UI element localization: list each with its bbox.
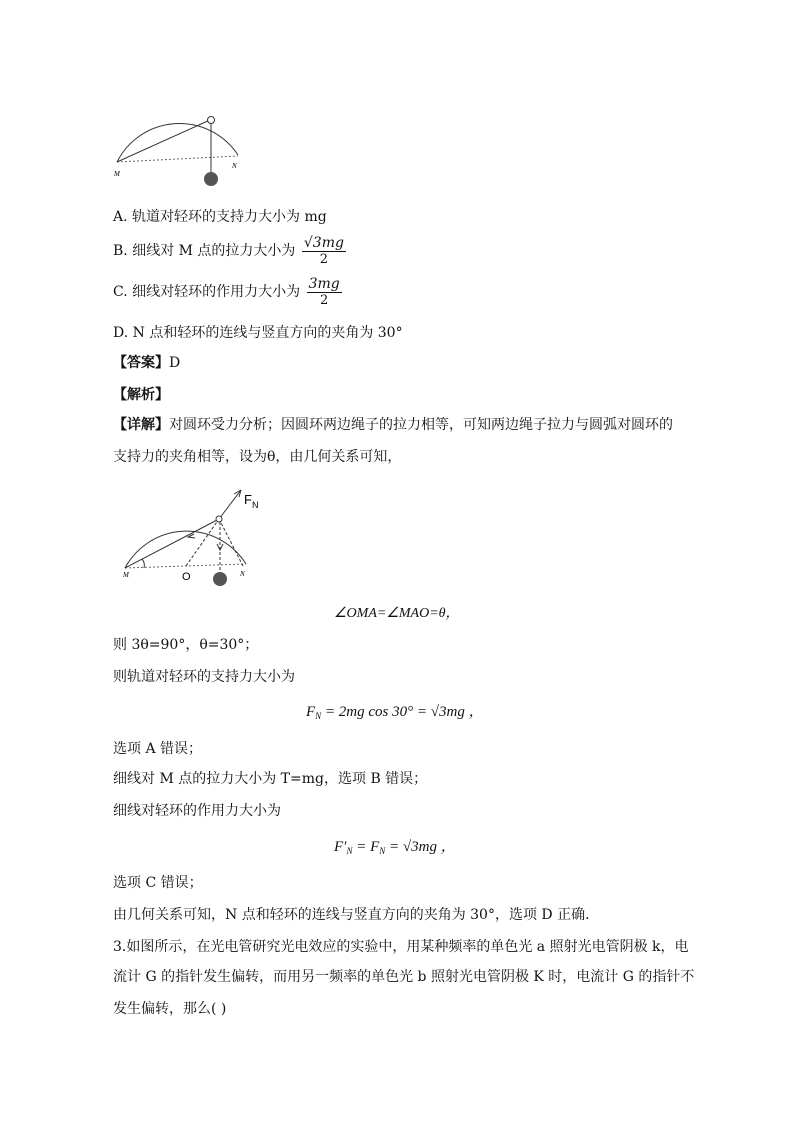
label-o: O xyxy=(182,571,191,583)
option-a-wrong: 选项 A 错误； xyxy=(113,741,203,757)
light-ring xyxy=(208,117,215,124)
label-n-2: N xyxy=(240,570,245,578)
arc-track xyxy=(117,123,238,162)
option-b-fraction xyxy=(302,235,346,267)
answer-line xyxy=(113,352,180,372)
label-fn: $F_N$ xyxy=(244,492,259,510)
question-3-line-3: 发生偏转，那么( ) xyxy=(113,1001,227,1017)
option-c-fraction xyxy=(307,276,342,308)
theta-line: 则 3θ=90°，θ=30°； xyxy=(113,637,259,653)
question-3-line-2: 流计 G 的指针发生偏转，而用另一频率的单色光 b 照射光电管阴极 K 时，电流计 G 的指针不 xyxy=(113,969,695,985)
option-b-numerator: √3mg xyxy=(303,235,344,251)
label-m: M xyxy=(114,170,120,178)
detail-line-2: 支持力的夹角相等，设为θ，由几何关系可知， xyxy=(113,449,402,465)
figure-force-analysis xyxy=(118,484,268,594)
eq1-lhs-sub: N xyxy=(315,711,322,721)
eq1-body: = 2mg cos 30° = √3mg ， xyxy=(324,704,484,720)
eq2-lhs: F′ xyxy=(334,839,347,855)
equation-2 xyxy=(334,835,456,856)
option-c xyxy=(113,276,342,308)
answer-value: D xyxy=(169,355,181,371)
eq2-rhs: = √3mg ， xyxy=(389,839,456,855)
hanging-ball-2 xyxy=(213,572,227,586)
label-m-2: M xyxy=(123,571,129,579)
option-c-text: C. 细线对轻环的作用力大小为 xyxy=(113,284,301,300)
figure-semicircle-track xyxy=(110,100,250,190)
dotted-mn-line-2 xyxy=(125,564,246,568)
option-b xyxy=(113,235,346,267)
string-m-to-ring xyxy=(117,120,210,162)
label-n: N xyxy=(232,162,237,170)
radius-oa xyxy=(186,519,219,566)
tension-line: 细线对 M 点的拉力大小为 T=mg，选项 B 错误； xyxy=(113,771,428,787)
force-line: 细线对轻环的作用力大小为 xyxy=(113,803,281,819)
detail-tag: 【详解】 xyxy=(113,417,169,433)
option-b-denominator: 2 xyxy=(319,252,329,267)
answer-tag: 【答案】 xyxy=(113,355,169,371)
light-ring-2 xyxy=(216,516,222,522)
detail-text-1: 对圆环受力分析；因圆环两边绳子的拉力相等，可知两边绳子拉力与圆弧对圆环的 xyxy=(169,417,673,433)
option-a: A. 轨道对轻环的支持力大小为 mg xyxy=(113,209,327,225)
detail-line-1 xyxy=(113,414,673,434)
option-b-text: B. 细线对 M 点的拉力大小为 xyxy=(113,243,296,259)
arrow-head-fn xyxy=(234,490,241,497)
dotted-mn-line xyxy=(117,156,238,162)
equation-1 xyxy=(306,700,484,721)
string-m-to-ring-2 xyxy=(125,519,219,568)
eq1-lhs: F xyxy=(306,704,316,720)
hanging-ball xyxy=(204,172,218,186)
option-c-wrong: 选项 C 错误； xyxy=(113,875,203,891)
question-3-line-1: 3.如图所示，在光电管研究光电效应的实验中，用某种频率的单色光 a 照射光电管阴极 k，电 xyxy=(113,939,689,955)
conclusion-line: 由几何关系可知，N 点和轻环的连线与竖直方向的夹角为 30°，选项 D 正确． xyxy=(113,907,600,923)
support-line: 则轨道对轻环的支持力大小为 xyxy=(113,669,295,685)
eq2-mid-sub: N xyxy=(379,846,386,856)
option-c-numerator: 3mg xyxy=(308,276,340,292)
option-d: D. N 点和轻环的连线与竖直方向的夹角为 30° xyxy=(113,325,403,341)
eq2-mid: = F xyxy=(356,839,380,855)
line-an xyxy=(219,519,243,566)
eq2-lhs-sub: N xyxy=(346,846,353,856)
angle-mark xyxy=(142,559,144,568)
angle-equation: ∠OMA=∠MAO=θ， xyxy=(334,606,460,621)
support-force-arrow xyxy=(219,490,241,519)
analysis-tag: 【解析】 xyxy=(113,387,169,403)
option-c-denominator: 2 xyxy=(320,293,329,308)
